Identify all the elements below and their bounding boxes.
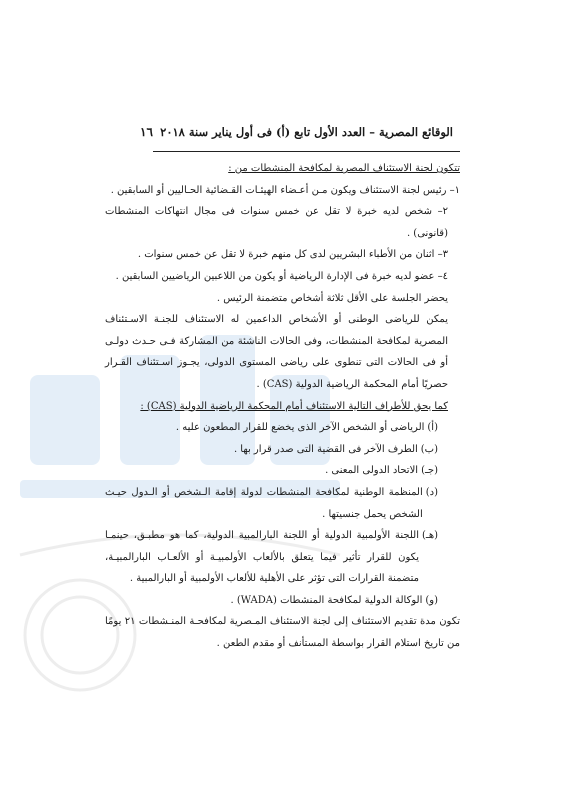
list-item-marker: (ب) — [420, 443, 438, 455]
list-item-marker: (و) — [425, 594, 438, 606]
member-item-1: ١– رئيس لجنة الاستئناف ويكون مـن أعـضاء الهيئـات القـضائية الحـاليين أو السابقين . — [110, 184, 460, 196]
appeal-right-paragraph: يمكن للرياضى الوطنى أو الأشخاص الداعمين له الاستئناف للجنـة الاسـتئناف المصرية لمكافحة المنشطات، وفى الحالات الناشئة من المشاركة فـى حـدث دولـى أو فى الحالات التى تنطوى على رياضى المستوى الدولى، يجـوز اسـتئناف القـرار حصريًا أمام المحكمة الرياضية الدولية (CAS) . — [105, 314, 448, 390]
body-text — [105, 158, 460, 655]
list-item-text: الرياضى أو الشخص الآخر الذى يخضع للقرار المطعون عليه . — [175, 422, 425, 434]
list-item — [105, 417, 442, 439]
list-item-text: اللجنة الأولمبية الدولية أو اللجنة البارالمبية الدولية، كما هو مطبـق، حينمـا يكون للقرار تأثير فيما يتعلق بالألعاب الأولمبيـة أو الألعـاب البارالمبيـة، متضمنة القرارات التى تؤثر على الأهلية للألعاب الأولمبية أو البارالمبية . — [105, 530, 419, 585]
list-item-marker: (د) — [425, 486, 438, 498]
list-item — [105, 525, 442, 590]
quorum-line: يحضر الجلسة على الأقل ثلاثة أشخاص متضمنة الرئيس . — [216, 292, 448, 304]
list-item — [105, 460, 442, 482]
page-header — [140, 125, 453, 139]
member-item-2: ٢– شخص لديه خبرة لا تقل عن خمس سنوات فى مجال انتهاكات المنشطات (قانونى) . — [105, 206, 448, 239]
list-item-text: الوكالة الدولية لمكافحة المنشطات (WADA) . — [230, 594, 423, 606]
member-item-3: ٣– اثنان من الأطباء البشريين لدى كل منهم خبرة لا تقل عن خمس سنوات . — [137, 249, 448, 261]
list-item-marker: (أ) — [427, 422, 438, 434]
appeal-deadline-paragraph: تكون مدة تقديم الاستئناف إلى لجنة الاستئناف المـصرية لمكافحـة المنـشطات ٢١ يومًا من تاريخ استلام القرار بواسطة المستأنف أو مقدم الطعن . — [105, 616, 461, 650]
header-divider — [153, 151, 460, 152]
list-item-text: الاتحاد الدولى المعنى . — [325, 465, 419, 477]
list-item-marker: (جـ) — [421, 465, 438, 477]
cas-intro-line: كما يحق للأطراف التالية الاستئناف أمام المحكمة الرياضية الدولية (CAS) : — [140, 400, 448, 412]
list-item-text: المنظمة الوطنية لمكافحة المنشطات لدولة إقامة الـشخص أو الـدول حيـث الشخص يحمل جنسيتها . — [105, 486, 423, 520]
list-item — [105, 482, 442, 525]
list-item-text: الطرف الآخر فى القضية التى صدر قرار بها . — [233, 443, 418, 455]
parties-list — [105, 417, 460, 611]
page-number: ١٦ — [140, 125, 153, 139]
list-item-marker: (هـ) — [421, 530, 438, 542]
header-title: الوقائع المصرية – العدد الأول تابع (أ) فى أول يناير سنة ٢٠١٨ — [160, 125, 453, 139]
intro-line: تتكون لجنة الاستئناف المصرية لمكافحة المنشطات من : — [228, 163, 460, 174]
list-item — [105, 439, 442, 461]
member-item-4: ٤– عضو لديه خبرة فى الإدارة الرياضية أو يكون من اللاعبين الرياضيين السابقين . — [115, 270, 448, 282]
list-item — [105, 590, 442, 612]
